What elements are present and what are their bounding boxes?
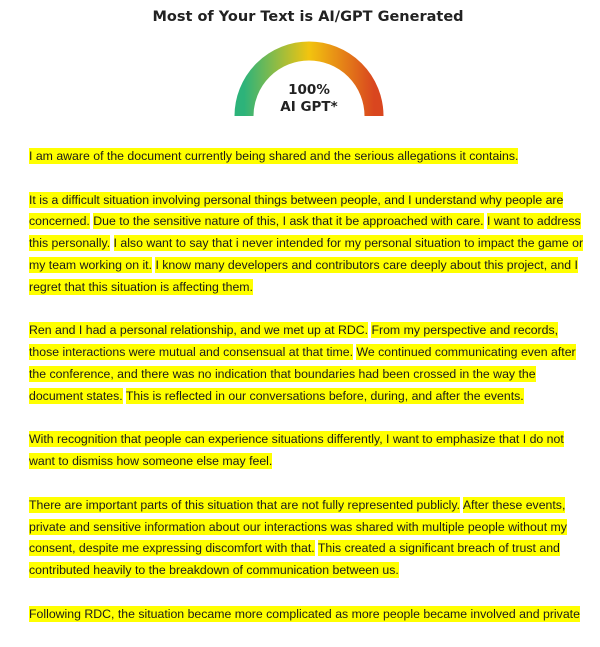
highlighted-sentence: There are important parts of this situation that are not fully represented publicly. xyxy=(29,497,461,512)
gauge-readout xyxy=(233,82,385,116)
highlighted-sentence: I also want to say that i never intended for my personal situation to impact the game or my team working on it. xyxy=(29,236,584,272)
highlighted-sentence: Due to the sensitive nature of this, I ask that it be approached with care. xyxy=(93,214,484,229)
text-paragraph xyxy=(29,320,591,407)
gauge-category: AI GPT* xyxy=(280,99,338,115)
highlighted-sentence: This is reflected in our conversations before, during, and after the events. xyxy=(125,388,524,403)
highlighted-sentence: It is a difficult situation involving personal things between people, and I understand why people are concerned. xyxy=(29,192,564,229)
result-title: Most of Your Text is AI/GPT Generated xyxy=(152,9,464,25)
highlighted-sentence: From my perspective and records, those interactions were mutual and consensual at that time. xyxy=(29,323,559,360)
analyzed-text xyxy=(29,146,591,647)
highlighted-sentence: I am aware of the document currently being shared and the serious allegations it contains. xyxy=(29,149,519,163)
highlighted-sentence: I want to address this personally. xyxy=(29,214,581,251)
highlighted-sentence: This created a significant breach of trust and contributed heavily to the breakdown of communication between us. xyxy=(29,541,560,578)
highlighted-sentence: Ren and I had a personal relationship, and we met up at RDC. xyxy=(29,323,369,338)
highlighted-sentence: With recognition that people can experience situations differently, I want to emphasize that I do not want to dismiss how someone else may feel. xyxy=(29,432,564,469)
text-paragraph xyxy=(29,146,591,168)
highlighted-sentence: Following RDC, the situation became more complicated as more people became involved and private xyxy=(29,606,580,621)
highlighted-sentence: We continued communicating even after the conference, and there was no indication that boundaries had been crossed in the way the document states. xyxy=(29,345,576,403)
text-paragraph xyxy=(29,495,591,582)
text-paragraph xyxy=(29,190,591,299)
highlighted-sentence: After these events, private and sensitive information about our interactions was shared with multiple people without my consent, despite me expressing discomfort with that. xyxy=(29,497,567,556)
text-paragraph xyxy=(29,429,591,473)
highlighted-sentence: I know many developers and contributors care deeply about this project, and I regret that this situation is affecting them. xyxy=(29,257,578,294)
gauge-score: 100% xyxy=(288,82,330,98)
